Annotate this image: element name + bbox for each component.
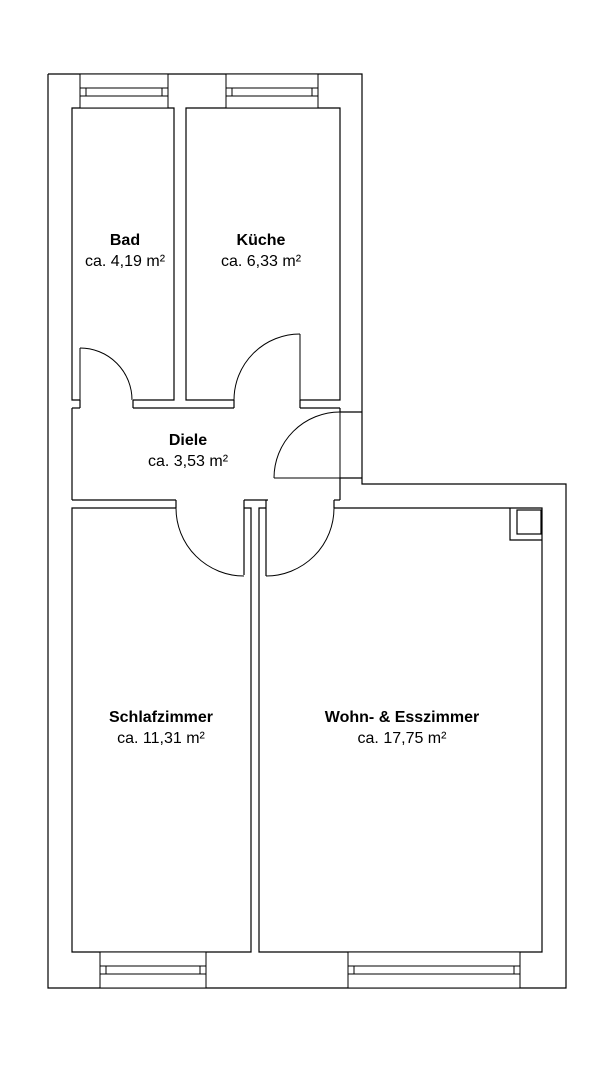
- door-kueche: [234, 334, 300, 400]
- door-bad: [80, 348, 132, 400]
- room-label-diele: [148, 431, 228, 473]
- window-wohnzimmer: [348, 952, 520, 988]
- room-area: ca. 17,75 m²: [357, 730, 447, 747]
- room-name: Bad: [109, 232, 141, 249]
- room-area: ca. 6,33 m²: [220, 253, 302, 270]
- door-entrance: [274, 412, 340, 478]
- room-area: ca. 4,19 m²: [84, 253, 166, 270]
- room-label-kueche: [221, 231, 301, 273]
- room-label-bad: [85, 231, 165, 273]
- room-name: Schlafzimmer: [108, 709, 214, 726]
- window-kueche: [226, 74, 318, 108]
- door-wohnzimmer: [266, 508, 334, 576]
- room-name: Wohn- & Esszimmer: [324, 709, 480, 726]
- room-area: ca. 3,53 m²: [147, 453, 229, 470]
- window-bad: [80, 74, 168, 108]
- room-name: Diele: [168, 432, 208, 449]
- room-label-schlafzimmer: [109, 708, 213, 750]
- door-schlafzimmer: [176, 508, 244, 576]
- chimney-shaft: [510, 508, 542, 540]
- room-name: Küche: [236, 232, 286, 249]
- outer-walls: [48, 74, 566, 988]
- room-label-wohnzimmer: [325, 708, 479, 750]
- window-schlafzimmer: [100, 952, 206, 988]
- room-area: ca. 11,31 m²: [117, 730, 205, 747]
